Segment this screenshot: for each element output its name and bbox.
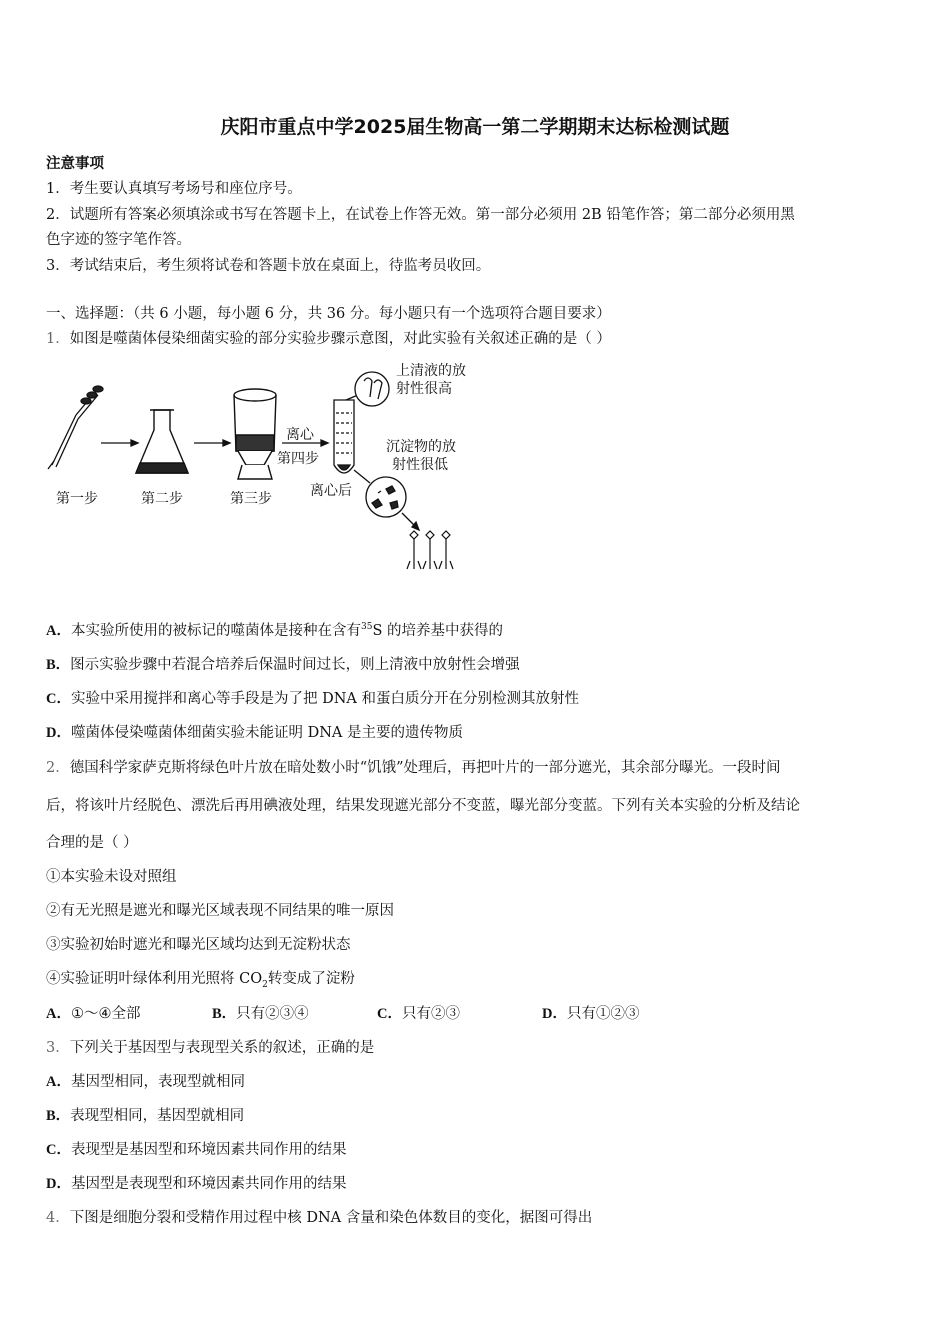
q2-option-a — [46, 1002, 140, 1023]
question-text: 下列关于基因型与表现型关系的叙述，正确的是 — [69, 1040, 375, 1056]
arrow-icon — [402, 513, 419, 530]
option-label: A． — [46, 1006, 71, 1022]
section-heading: 一、选择题：（共 6 小题，每小题 6 分，共 36 分。每小题只有一个选项符合题目要求） — [46, 306, 611, 322]
q3-option-c — [46, 1138, 346, 1159]
option-label: B． — [212, 1006, 237, 1022]
option-text: 基因型是表现型和环境因素共同作用的结果 — [70, 1176, 347, 1192]
option-label: A． — [46, 623, 71, 639]
statement-subscript: 2 — [262, 979, 268, 990]
step1-label: 第一步 — [56, 491, 98, 507]
option-label: C． — [46, 691, 71, 707]
statement-text: ④实验证明叶绿体利用光照将 CO — [46, 971, 263, 987]
q2-option-b — [212, 1002, 309, 1023]
question-2-line-2: 后，将该叶片经脱色、漂洗后再用碘液处理，结果发现遮光部分不变蓝，曝光部分变蓝。下列有关本实验的分析及结论 — [46, 798, 800, 814]
page-title: 庆阳市重点中学2025届生物高一第二学期期末达标检测试题 — [220, 116, 730, 138]
option-label: D． — [46, 725, 71, 741]
q2-statement-4 — [46, 967, 355, 990]
question-number: 4． — [46, 1210, 70, 1226]
notice-item-2: 2．试题所有答案必须填涂或书写在答题卡上，在试卷上作答无效。第一部分必须用 2B 铅笔作答；第二部分必须用黑 — [46, 207, 795, 223]
option-text: 实验中采用搅拌和离心等手段是为了把 DNA 和蛋白质分开在分别检测其放射性 — [70, 691, 579, 707]
option-text: 基因型相同，表现型就相同 — [70, 1074, 245, 1090]
option-label: C． — [377, 1006, 402, 1022]
q1-option-b — [46, 653, 520, 674]
phage-experiment-figure — [46, 355, 506, 580]
q2-statement-2: ②有无光照是遮光和曝光区域表现不同结果的唯一原因 — [46, 903, 394, 919]
question-number: 2． — [46, 760, 70, 776]
q3-option-b — [46, 1104, 244, 1125]
q3-option-a — [46, 1070, 245, 1091]
phage-applicator-icon — [48, 386, 103, 469]
supernatant-label-1: 上清液的放 — [396, 363, 466, 379]
question-number: 3． — [46, 1040, 70, 1056]
progeny-phages-icon — [407, 531, 453, 569]
q2-option-c — [377, 1002, 460, 1023]
option-text: 表现型是基因型和环境因素共同作用的结果 — [70, 1142, 347, 1158]
option-label: B． — [46, 1108, 71, 1124]
blender-icon — [234, 389, 276, 479]
step2-label: 第二步 — [141, 491, 183, 507]
supernatant-label-2: 射性很高 — [396, 381, 452, 397]
q1-option-a — [46, 619, 503, 640]
option-label: C． — [46, 1142, 71, 1158]
sediment-label-1: 沉淀物的放 — [386, 439, 456, 455]
option-text: 只有②③ — [401, 1006, 460, 1022]
centrifuge-label: 离心 — [286, 427, 314, 443]
question-1-stem — [46, 327, 611, 348]
arrow-icon — [194, 440, 230, 446]
option-label: A． — [46, 1074, 71, 1090]
q2-statement-3: ③实验初始时遮光和曝光区域均达到无淀粉状态 — [46, 937, 351, 953]
question-4-stem — [46, 1206, 592, 1227]
q2-option-d — [542, 1002, 639, 1023]
step4-label: 第四步 — [277, 451, 319, 467]
question-text: 下图是细胞分裂和受精作用过程中核 DNA 含量和染色体数目的变化，据图可得出 — [69, 1210, 593, 1226]
option-text: 只有②③④ — [236, 1006, 309, 1022]
notice-item-2-cont: 色字迹的签字笔作答。 — [46, 232, 191, 248]
question-text: 德国科学家萨克斯将绿色叶片放在暗处数小时“饥饿”处理后，再把叶片的一部分遮光，其余部分曝光。一段时间 — [69, 760, 781, 776]
option-text: 本实验所使用的被标记的噬菌体是接种在含有 — [70, 623, 361, 639]
question-2-line-1 — [46, 756, 781, 777]
option-text: ①～④全部 — [70, 1006, 141, 1022]
option-text: 表现型相同，基因型就相同 — [70, 1108, 245, 1124]
option-superscript: 35 — [360, 622, 373, 633]
question-text: 如图是噬菌体侵染细菌实验的部分实验步骤示意图，对此实验有关叙述正确的是（ ） — [69, 331, 611, 347]
after-centrifuge-label: 离心后 — [310, 483, 352, 499]
option-text: 噬菌体侵染噬菌体细菌实验未能证明 DNA 是主要的遗传物质 — [70, 725, 463, 741]
centrifuge-tube-icon — [334, 400, 354, 473]
option-text: 图示实验步骤中若混合培养后保温时间过长，则上清液中放射性会增强 — [70, 657, 520, 673]
option-text-cont: S 的培养基中获得的 — [372, 623, 503, 639]
option-label: D． — [542, 1006, 567, 1022]
notice-heading: 注意事项 — [46, 155, 104, 172]
notice-item-3: 3．考试结束后，考生须将试卷和答题卡放在桌面上，待监考员收回。 — [46, 258, 491, 274]
option-label: D． — [46, 1176, 71, 1192]
q3-option-d — [46, 1172, 346, 1193]
statement-text-cont: 转变成了淀粉 — [267, 971, 355, 987]
question-3-stem — [46, 1036, 374, 1057]
q1-option-d — [46, 721, 463, 742]
option-label: B． — [46, 657, 71, 673]
q2-statement-1: ①本实验未设对照组 — [46, 869, 177, 885]
question-2-line-3: 合理的是（ ） — [46, 835, 138, 851]
sediment-magnified-icon — [354, 470, 406, 517]
arrow-icon — [101, 440, 138, 446]
option-text: 只有①②③ — [566, 1006, 640, 1022]
flask-icon — [136, 410, 188, 473]
question-number: 1． — [46, 331, 70, 347]
sediment-label-2: 射性很低 — [392, 457, 448, 473]
q1-option-c — [46, 687, 579, 708]
notice-item-1: 1．考生要认真填写考场号和座位序号。 — [46, 181, 302, 197]
step3-label: 第三步 — [230, 491, 272, 507]
